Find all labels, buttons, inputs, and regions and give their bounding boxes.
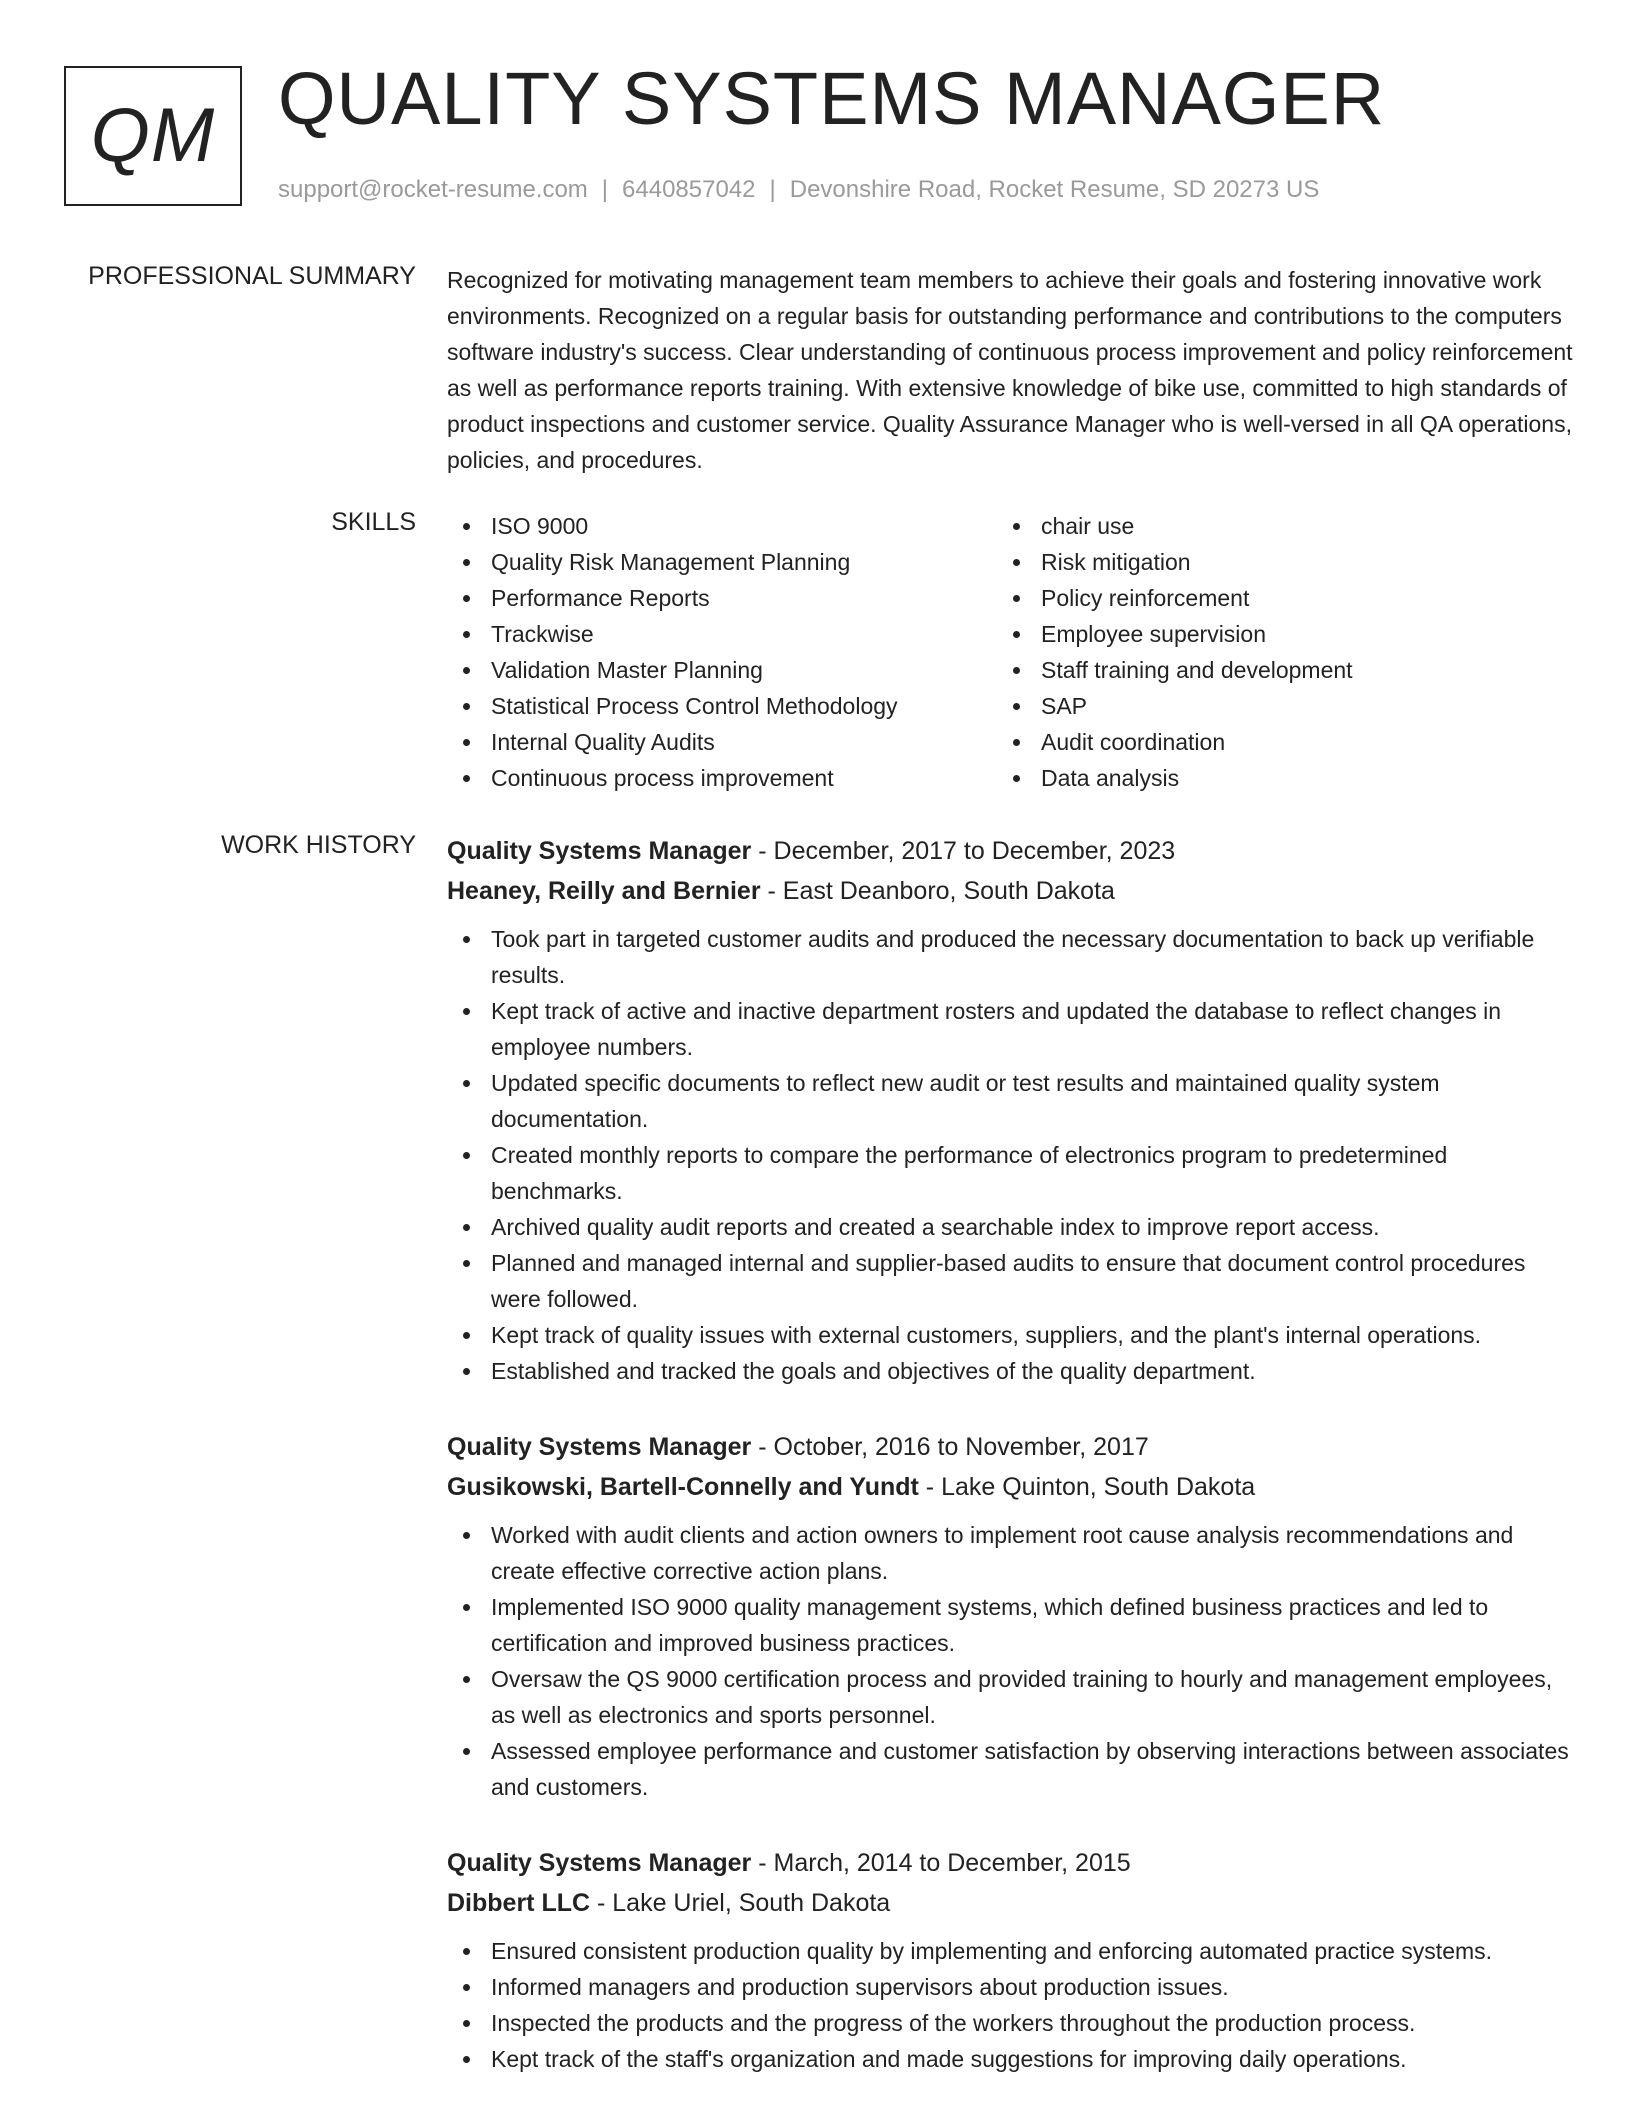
contact-address: Devonshire Road, Rocket Resume, SD 20273 US [789, 176, 1320, 203]
job-bullet-list [447, 921, 1577, 1389]
job-bullet: Kept track of active and inactive department rosters and updated the database to reflect changes in employee numbers. [447, 993, 1577, 1065]
skill-item: chair use [997, 508, 1547, 544]
contact-separator: | [601, 176, 609, 203]
job-location: - East Deanboro, South Dakota [760, 877, 1115, 905]
skill-item: Policy reinforcement [997, 580, 1547, 616]
job-title-line [447, 1427, 1577, 1467]
job-company-line [447, 1883, 1577, 1923]
skills-list-left [447, 508, 997, 796]
skill-item: Validation Master Planning [447, 652, 997, 688]
job-dates: - March, 2014 to December, 2015 [751, 1849, 1131, 1877]
job-company-line [447, 1467, 1577, 1507]
skill-item: Staff training and development [997, 652, 1547, 688]
skill-item: SAP [997, 688, 1547, 724]
skill-item: Audit coordination [997, 724, 1547, 760]
job-bullet: Established and tracked the goals and objectives of the quality department. [447, 1353, 1577, 1389]
skill-item: Data analysis [997, 760, 1547, 796]
job-dates: - December, 2017 to December, 2023 [751, 837, 1176, 865]
job-bullet: Took part in targeted customer audits and produced the necessary documentation to back up verifiable results. [447, 921, 1577, 993]
job-bullet-list [447, 1517, 1577, 1805]
summary-text: Recognized for motivating management team members to achieve their goals and fostering innovative work environments. Recognized on a regular basis for outstanding performance and contributions to the computers software industry's success. Clear understanding of continuous process improvement and policy reinforcement as well as performance reports training. With extensive knowledge of bike use, committed to high standards of product inspections and customer service. Quality Assurance Manager who is well-versed in all QA operations, policies, and procedures. [447, 267, 1573, 473]
job-company: Heaney, Reilly and Bernier [447, 877, 761, 905]
work-history-heading: WORK HISTORY [221, 831, 416, 859]
monogram-badge [64, 66, 242, 206]
job-location: - Lake Uriel, South Dakota [590, 1889, 891, 1917]
summary-heading: PROFESSIONAL SUMMARY [88, 262, 416, 290]
job-entry [447, 1843, 1577, 2077]
job-bullet: Assessed employee performance and customer satisfaction by observing interactions between associates and customers. [447, 1733, 1577, 1805]
job-company: Dibbert LLC [447, 1889, 591, 1917]
job-title: Quality Systems Manager [447, 1849, 752, 1877]
job-bullet: Created monthly reports to compare the performance of electronics program to predetermined benchmarks. [447, 1137, 1577, 1209]
job-bullet: Informed managers and production supervisors about production issues. [447, 1969, 1577, 2005]
job-bullet: Worked with audit clients and action owners to implement root cause analysis recommendations and create effective corrective action plans. [447, 1517, 1577, 1589]
job-company: Gusikowski, Bartell-Connelly and Yundt [447, 1473, 919, 1501]
skill-item: ISO 9000 [447, 508, 997, 544]
job-bullet: Kept track of the staff's organization and made suggestions for improving daily operations. [447, 2041, 1577, 2077]
job-bullet: Archived quality audit reports and created a searchable index to improve report access. [447, 1209, 1577, 1245]
monogram-initials: QM [90, 92, 216, 178]
job-title: Quality Systems Manager [447, 1433, 752, 1461]
job-bullet: Inspected the products and the progress of the workers throughout the production process. [447, 2005, 1577, 2041]
job-bullet: Ensured consistent production quality by implementing and enforcing automated practice systems. [447, 1933, 1577, 1969]
job-entry [447, 831, 1577, 1389]
job-bullet: Implemented ISO 9000 quality management systems, which defined business practices and led to certification and improved business practices. [447, 1589, 1577, 1661]
job-bullet: Oversaw the QS 9000 certification process and provided training to hourly and management employees, as well as electronics and sports personnel. [447, 1661, 1577, 1733]
job-entry [447, 1427, 1577, 1805]
job-location: - Lake Quinton, South Dakota [918, 1473, 1256, 1501]
job-title-line [447, 1843, 1577, 1883]
skill-item: Risk mitigation [997, 544, 1547, 580]
summary-body [447, 262, 1577, 478]
work-history-body [447, 831, 1577, 2112]
skill-item: Continuous process improvement [447, 760, 997, 796]
resume-title: QUALITY SYSTEMS MANAGER [278, 57, 1386, 140]
job-bullet: Kept track of quality issues with external customers, suppliers, and the plant's internal operations. [447, 1317, 1577, 1353]
skill-item: Employee supervision [997, 616, 1547, 652]
skill-item: Internal Quality Audits [447, 724, 997, 760]
skill-item: Statistical Process Control Methodology [447, 688, 997, 724]
job-title: Quality Systems Manager [447, 837, 752, 865]
skills-heading: SKILLS [331, 508, 416, 536]
job-bullet: Updated specific documents to reflect new audit or test results and maintained quality system documentation. [447, 1065, 1577, 1137]
job-bullet: Planned and managed internal and supplier-based audits to ensure that document control procedures were followed. [447, 1245, 1577, 1317]
contact-email: support@rocket-resume.com [278, 176, 588, 203]
job-company-line [447, 871, 1577, 911]
job-dates: - October, 2016 to November, 2017 [751, 1433, 1149, 1461]
skill-item: Trackwise [447, 616, 997, 652]
contact-separator: | [769, 176, 776, 203]
skill-item: Quality Risk Management Planning [447, 544, 997, 580]
skills-list-right [997, 508, 1547, 796]
contact-phone: 6440857042 [622, 176, 756, 203]
contact-line [278, 176, 1319, 204]
skills-body [447, 508, 1577, 796]
skill-item: Performance Reports [447, 580, 997, 616]
job-title-line [447, 831, 1577, 871]
job-bullet-list [447, 1933, 1577, 2077]
